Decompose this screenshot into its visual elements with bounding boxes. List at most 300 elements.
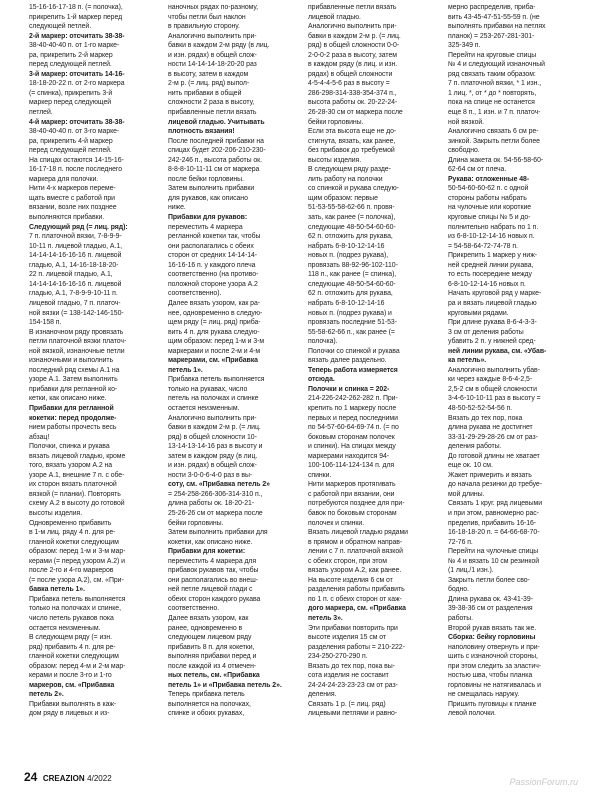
text-line: схему А.2 в высоту до готовой [29,500,125,508]
text-line: соответственно. [168,605,220,613]
text-line: 154-158 п. [29,319,62,327]
text-column-2 [168,3,298,719]
text-line: перед следующей петлей. [29,147,112,155]
text-line: остается неизменным. [168,404,240,412]
text-line: петель 1». [168,366,203,374]
text-line: Аналогично выполнить при- [308,23,397,31]
text-line: перед следующей петлей. [29,61,112,69]
text-line: № 4 и следующий изнаночный [448,61,545,69]
text-line: 50-54-60-60-62 п. с одной [448,185,529,193]
text-line: Длина жакета ок. 54-56-58-60- [448,156,544,164]
text-line: ра, прикрепить 4-й маркер [29,137,113,145]
text-line: Прибавки для регланной [29,404,114,412]
text-line: провязать последние 51-53- [308,319,397,327]
text-line: кокетки: перед продолже- [29,414,117,422]
text-line: следующие 48-50-54-60-60- [308,280,396,288]
text-line: Рукава: отложенные 48- [448,175,530,183]
text-line: 10-11 п. лицевой гладью, А.1, [29,242,122,250]
text-line: 2-0-0-2 раза в высоту, затем [308,51,397,59]
text-column-1 [29,3,159,719]
text-line: они располагались во внеш- [168,576,258,584]
text-line: прикрепить 1-й маркер перед [29,13,123,21]
text-line: вязать далее раздельно. [308,357,387,365]
magazine-name: CREAZION [42,774,85,783]
text-line: щать вместе с работой при [29,194,115,202]
text-line: Аналогично выполнить убав- [448,366,540,374]
text-line: Затем выполнить прибавки для [168,529,268,537]
text-column-3 [308,3,438,719]
text-line: ности 14-14-14-18-20-20 раз [168,61,257,69]
text-line: 48-50-52-52-54-56 п. [448,404,513,412]
text-line: левой полочки. [448,710,496,718]
text-line: выполняя прибавки перед и [168,653,257,661]
text-line: наполовину отвернуть и при- [448,643,540,651]
text-line: ка петель». [448,357,487,365]
text-line: 25-26-26 см от маркера после [168,509,263,517]
text-line: шить с изнаночной стороны, [448,653,538,661]
text-line: Начать круговой ряд у марке- [448,290,542,298]
text-line: Затем выполнить прибавки [168,185,255,193]
text-line: того, вязать узором А.2 на [29,462,113,470]
text-line: первых и перед последними [308,414,398,422]
text-line: переместить 4 маркера для [168,557,257,565]
text-line: керами (= перед узором А.2) и [29,557,125,565]
text-line: провязать 88-92-96-102-110- [308,261,398,269]
text-line: спинке и обоих рукавах, [168,710,245,718]
text-line: вязании, возле них позднее [29,204,117,212]
text-line: соответственно (на противо- [168,271,259,279]
text-line: мерно распределив, приба- [448,4,536,11]
text-line: 7 п. платочной вязки, * 1 изн., [448,80,542,88]
text-line: Эти прибавки повторить при [308,624,398,632]
text-line: после каждой из 4 отмечен- [168,662,257,670]
text-line: Аналогично выполнить при- [168,414,257,422]
text-line: и изн. рядах) в общей слож- [168,462,257,470]
text-line: разделения работы = 210-222- [308,643,405,651]
text-line: соответственно). [168,290,222,298]
text-line: длина рукава не достигнет [448,424,533,432]
text-line: 18-18-20-22 п. от 2-го маркера [29,80,125,88]
text-line: Связать 1 р. (= лиц. ряд) [308,700,386,708]
text-line: маркеров, см. «Прибавка [29,681,115,689]
text-line: ра, прикрепить 2-й маркер [29,51,113,59]
text-line: 234-250-270-290 п. [308,653,368,661]
text-line: вить 4 п. для рукава следую- [168,328,260,336]
text-line: В следующем ряду (= изн. [29,634,112,642]
text-line: соту, см. «Прибавка петель 2» [168,481,270,489]
text-line: абзац! [29,433,50,441]
text-line: дого маркера, см. «Прибавка [308,605,406,613]
text-line: круговые спицы № 5 и до- [448,214,531,222]
text-line: стигнута, вязать, как ранее, [308,137,396,145]
text-line: = 54-58-64-72-74-78 п. [448,242,518,250]
text-line: в каждом ряду (в лиц. и изн. [308,61,398,69]
text-line: вязать узором А.2, как ранее. [308,567,402,575]
text-line: 13-14-13-14-16 раз в высоту и [168,443,263,451]
text-line: Перейти на чулочные спицы [448,548,539,556]
text-line: высоты изделия. [29,509,83,517]
text-line: дом ряду в лицевых и из- [29,710,110,718]
text-line: до начала резинки до требуе- [448,481,542,489]
text-line: 14-14-14-16-16-16 п. лицевой [29,280,122,288]
text-line: 3 см от деления работы [448,328,524,336]
text-line: = 254-258-266-306-314-310 п., [168,490,263,498]
text-line: гладью, А.1, 7-8-9-9-10-11 п. [29,290,118,298]
text-line: свободно. [448,147,480,155]
text-line: ряд) в общей сложности 0-0- [308,42,400,50]
text-line: ниже. [168,204,186,212]
text-line: 3-4-6-10-10-11 раз в высоту = [448,395,541,403]
text-line: в правильную сторону. [168,23,240,31]
text-line: гланной кокетки следующим [29,653,119,661]
text-line: бавка петель 1». [29,586,85,594]
text-line: маркерами находится 94- [308,452,390,460]
text-line: Прибавка петель выполняется [168,376,265,384]
text-line: узоре А.1. Затем выполнить [29,376,118,384]
text-line: В следующем ряду разде- [308,166,391,174]
text-line: 6-8-10-12-14-16 новых п. [448,280,526,288]
text-line: 8-8-8-10-11-11 см от маркера [168,166,260,174]
text-line: Перейти на круговые спицы [448,51,537,59]
text-line: то есть посередине между [448,271,532,279]
text-line: Второй рукав вязать так же. [448,624,537,632]
text-line: гладью, А.1, 14-16-18-18-20- [29,261,119,269]
text-line: 62-64 см от плеча. [448,166,507,174]
text-line: бейки горловины. [168,519,224,527]
text-line: лении с 7 п. платочной вязкой [308,548,403,556]
text-line: 100-106-114-124-134 п. для [308,462,395,470]
text-line: 16-16-16 п. у каждого плеча [168,261,256,269]
text-line: 2,5-2 см в общей сложности [448,385,537,393]
text-line: Нити 4-х маркеров переме- [29,185,116,193]
text-line: из 6-8-10-12-14-16 новых п. [448,233,535,241]
text-line: 1 лиц. *, от * до * повторять, [448,89,537,97]
text-line: 22 п. лицевой гладью, А.1, [29,271,113,279]
text-line: Вязать до тех пор, пока вы- [308,662,395,670]
text-line: прибавленные петли вязать [168,109,257,117]
text-line: вязать лицевой гладью, кроме [29,452,126,460]
watermark: PassionForum.ru [509,777,578,787]
text-line: последний ряд схемы А.1 на [29,366,120,374]
text-line: Полочки со спинкой и рукава [308,347,400,355]
text-line: следующем лицевом ряду [168,634,252,642]
text-line: нее, одновременно в следую- [168,309,263,317]
text-line: Прибавки выполнять в каж- [29,700,117,708]
text-line: На высоте изделия 6 см от [308,576,393,584]
text-line: 242-246 п., высота работы ок. [168,156,262,164]
text-line: нием работы прочесть весь [29,424,117,432]
text-line: в прямом и обратном направ- [308,538,403,546]
text-line: Далее вязать узором, как ра- [168,299,260,307]
text-line: бавки в каждом 2-м р. (= лиц. [168,424,261,432]
text-line: После последней прибавки на [168,137,264,145]
text-line: ней линии рукава, см. «Убав- [448,347,547,355]
text-line: без прибавок до требуемой [308,147,395,155]
text-line: вязкой (= планки). Повторять [29,490,121,498]
text-line: еще 8 п., 1 изн. и 7 п. платоч- [448,109,541,117]
text-line: Нити маркеров протягивать [308,481,396,489]
text-line: по 1 п. с обеих сторон от каж- [308,595,402,603]
text-line: 24-24-24-23-23-23 см от раз- [308,681,398,689]
text-line: При длине рукава 8-6-4-3-3- [448,319,537,327]
text-line: керами и после 3-го и 1-го [29,672,112,680]
text-line: До готовой длины не хватает [448,452,540,460]
text-line: 55-58-62-66 п., как ранее (= [308,328,395,336]
text-line: Одновременно прибавить [29,519,112,527]
text-line: маркер перед следующей [29,99,112,107]
text-line: при этом следить за эластич- [448,662,541,670]
text-line: лицевой гладью. [308,13,361,21]
text-line: и при этом, равномерно рас- [448,509,539,517]
text-line: петлей. [29,109,53,117]
text-line: Теперь работа измеряется [308,366,398,374]
text-line: № 4 и вязать 10 см резинкой [448,557,540,565]
text-line: кетки, как описано ниже. [29,395,107,403]
text-line: ностью шва, чтобы планка [448,672,533,680]
text-line: бодно. [448,586,469,594]
text-line: прибавить 8 п. для кокетки, [168,643,255,651]
text-line: лицевой гладью. Учитывать [168,118,265,126]
text-line: 286-298-314-338-354-374 п., [308,89,397,97]
text-line: зать, как ранее (= полочка), [308,214,396,222]
text-line: лить работу на полочки [308,175,383,183]
text-line: (1 лиц./1 изн.). [448,567,494,575]
text-line: со спинкой и рукава следую- [308,185,399,193]
text-line: петель 2». [29,691,64,699]
text-line: петель 3». [308,615,343,622]
text-line: Вязать лицевой гладью рядами [308,529,408,537]
text-line: выполнять прибавки на петлях [448,23,546,31]
text-line: 4-й маркер: отсчитать 38-38- [29,118,125,126]
text-line: новых п. (подрез рукава), [308,252,389,260]
text-line: Прикрепить 1 маркер у ниж- [448,252,537,260]
text-line: высоты изделия. [308,156,362,164]
text-line: В изнаночном ряду провязать [29,328,124,336]
text-line: ней петле лицевой глади с [168,586,253,594]
text-line: бавок по боковым сторонам [308,509,397,517]
text-line: работы. [448,615,473,622]
text-line: 214-226-242-262-282 п. При- [308,395,398,403]
text-line: вить 43-45-47-51-55-59 п. (не [448,13,540,21]
text-line: Длина рукава ок. 43-41-39- [448,595,533,603]
text-line: боковым сторонам полочек [308,433,395,441]
text-line: длина работы ок. 18-20-21- [168,500,255,508]
text-line: число петель рукавов пока [29,615,114,622]
text-line: только на рукавах, число [168,385,248,393]
text-line: 15-16-16-17-18 п. (= полочка), [29,4,123,11]
text-line: Следующий ряд (= лиц. ряд): [29,223,128,231]
text-line: 16-17-18 п. после последнего [29,166,122,174]
text-line: образом: перед 4-м и 2-м мар- [29,662,126,670]
text-line: Прибавки для рукавов: [168,214,248,222]
text-line: еще ок. 10 см. [448,462,493,470]
text-line: ных петель, см. «Прибавка [168,672,260,680]
text-line: ности 3-0-0-6-4-0 раз в вы- [168,471,253,479]
issue-number: 4/2022 [87,774,112,783]
text-line: следующей петлей. [29,23,92,31]
text-line: набрать 6-8-10-12-14-16 [308,242,385,250]
text-line: лицевыми петлями и равно- [308,710,398,718]
text-line: выполняется на полочках, [168,700,251,708]
text-line: разделения работы прибавить [308,586,405,594]
page-footer [24,770,112,784]
text-line: 14-14-14-16-16-16 п. лицевой [29,252,122,260]
text-line: деления работы. [448,443,502,451]
text-line: Далее вязать узором, как [168,615,249,622]
text-line: с работой при вязании, они [308,490,395,498]
text-line: в 1-м лиц. ряду 4 п. для ре- [29,529,116,537]
text-line: маркерами и после 2-м и 4-м [168,347,261,355]
text-line: Пришить пуговицы к планке [448,700,537,708]
text-line: в высоту, затем в каждом [168,70,249,78]
text-line: крепить по 1 маркеру после [308,404,397,412]
text-line: ранее, одновременно в [168,624,243,632]
text-line: полнительно набрать по 1 п. [448,223,539,231]
text-line: Аналогично связать 6 см ре- [448,128,539,136]
text-line: выполняются прибавки. [29,214,105,222]
text-line: Связать 1 круг. ряд лицевыми [448,500,543,508]
text-line: горловины не натягивалась и [448,681,541,689]
text-line: для рукавов, как описано [168,194,248,202]
text-line: нить прибавки в общей [168,89,242,97]
text-line: убавить 2 п. у нижней сред- [448,338,536,346]
text-line: по 54-57-60-64-69-74 п. (= по [308,424,399,432]
text-line: ряд связать таким образом: [448,70,536,78]
text-line: мой длины. [448,490,485,498]
text-line: прибавок рукавов так, чтобы [168,567,259,575]
text-line: сложности 2 раза в высоту, [168,99,255,107]
text-line: не смещалась наружу. [448,691,520,699]
text-line: затем в каждом ряду (в лиц. [168,452,258,460]
text-line: 26-28-30 см от маркера после [308,109,403,117]
text-line: регланной кокетки так, чтобы [168,233,261,241]
text-line: Аналогично выполнить при- [168,32,257,40]
text-line: высота работы ок. 20-22-24- [308,99,398,107]
text-line: 2-м р. (= лиц. ряд) выпол- [168,80,250,88]
text-line: и спинки). На спицах между [308,443,396,451]
text-line: 38-40-40-40 п. от 3-го марке- [29,128,120,136]
text-line: Полочки и спинка = 202- [308,385,390,393]
text-line: пределив, прибавить 16-16- [448,519,537,527]
text-line: отсюда. [308,376,335,384]
text-line: 7 п. платочной вязки, 7-8-9-9- [29,233,122,241]
text-line: планок) = 253-267-281-301- [448,32,535,40]
text-line: 3-й маркер: отсчитать 14-16- [29,70,125,78]
text-line: ра и вязать лицевой гладью [448,299,537,307]
text-line: чтобы петли был наклон [168,13,246,21]
text-line: после 2-го и 4-го маркеров [29,567,114,575]
text-line: Теперь прибавка петель [168,691,245,699]
text-line: петель на полочках и спинке [168,395,259,403]
text-line: 39-38-36 см от разделения [448,605,533,613]
text-line: (= спинка), прикрепить 3-й [29,89,113,97]
text-line: маркера для полочки. [29,175,99,183]
text-line: Закрыть петли более сво- [448,576,530,584]
text-line: щим образом: первые [308,194,378,202]
text-line: деления. [308,691,337,699]
text-line: обеих сторон каждого рукава [168,595,261,603]
text-line: бейки горловины. [308,118,364,126]
page-number: 24 [24,770,38,784]
text-line: (= после узора А.2), см. «При- [29,576,124,584]
text-line: стороны работы набрать [448,194,527,202]
text-line: 51-53-55-58-62-66 п. провя- [308,204,395,212]
text-line: узоре А.1, внешние 7 п. с обе- [29,471,125,479]
text-line: на чулочные или короткие [448,204,532,212]
text-line: 62 п. отложить для рукава, [308,290,393,298]
text-line: только на полочках и спинке, [29,605,121,613]
text-line: плотность вязания! [168,128,235,136]
text-line: 38-40-40-40 п. от 1-го марке- [29,42,120,50]
text-line: ней средней линии рукава, [448,261,534,269]
text-line: набрать 6-8-10-12-14-16 [308,299,385,307]
text-line: петли платочной вязки платоч- [29,338,127,346]
text-line: Сборка: бейку горловины [448,634,536,642]
text-line: их сторон вязать платочной [29,481,117,489]
text-line: спинки. [308,471,332,479]
text-line: щим образом: перед 1-м и 3-м [168,338,265,346]
text-line: 2-й маркер: отсчитать 38-38- [29,32,125,40]
text-column-4 [448,3,578,719]
text-line: Вязать до тех пор, пока [448,414,523,422]
text-line: образом: перед 1-м и 3-м мар- [29,548,126,556]
text-line: щем ряду (= лиц. ряд) приба- [168,319,261,327]
text-line: маркерами, см. «Прибавка [168,357,258,365]
text-line: и изн. рядах) в общей слож- [168,51,257,59]
text-line: ной вязкой. [448,118,485,126]
text-line: с обеих сторон, при этом [308,557,387,565]
text-line: наночных рядах по-разному, [168,4,258,11]
text-line: зинкой. Закрыть петли более [448,137,540,145]
text-line: 4-5-4-4-5-6 раз в высоту = [308,80,390,88]
text-line: они располагались с обеих [168,242,254,250]
text-line: На спицах остаются 14-15-16- [29,156,124,164]
text-line: петель 1» и «Прибавка петель 2». [168,681,282,689]
text-line: 72-76 п. [448,538,473,546]
text-line: сторон от средних 14-14-14- [168,252,258,260]
text-line: изнаночными и выполнить [29,357,114,365]
text-line: прибавленные петли вязать [308,4,397,11]
text-line: прибавки для регланной ко- [29,385,118,393]
text-line: кокетки, как описано ниже. [168,538,253,546]
text-line: высоте изделия 15 см от [308,634,387,642]
text-line: полочка). [308,338,338,346]
text-line: спицах будет 202-206-210-230- [168,147,266,155]
text-line: лицевой гладью, 7 п. платоч- [29,299,121,307]
text-line: гланной кокетки следующим [29,538,119,546]
text-line: полочек и спинки. [308,519,365,527]
text-line: Прибавки для кокетки: [168,548,246,556]
text-line: ной вязкой, изнаночные петли [29,347,125,355]
text-line: ки через каждые 8-6-4-2,5- [448,376,533,384]
text-line: 16-18-18-20 п. = 64-66-68-70- [448,529,540,537]
text-line: положной стороне узора А.2 [168,280,258,288]
text-line: бавки в каждом 2-м ряду (в лиц. [168,42,270,50]
text-line: ной вязки (= 138-142-146-150- [29,309,124,317]
text-line: 118 п., как ранее (= спинка), [308,271,397,279]
text-line: ряд) прибавить 4 п. для ре- [29,643,116,651]
text-line: 325-349 п. [448,42,481,50]
text-line: сота изделия не составит [308,672,389,680]
text-line: переместить 4 маркера [168,223,243,231]
text-line: 62 п. отложить для рукава, [308,233,393,241]
text-line: бавки в каждом 2-м р. (= лиц. [308,32,401,40]
text-line: рядах) в общей сложности [308,70,393,78]
text-line: потребуются позднее для при- [308,500,405,508]
text-line: Полочки, спинка и рукава [29,443,110,451]
text-line: остается неизменным. [29,624,101,632]
text-line: Жакет примерить и вязать [448,471,532,479]
